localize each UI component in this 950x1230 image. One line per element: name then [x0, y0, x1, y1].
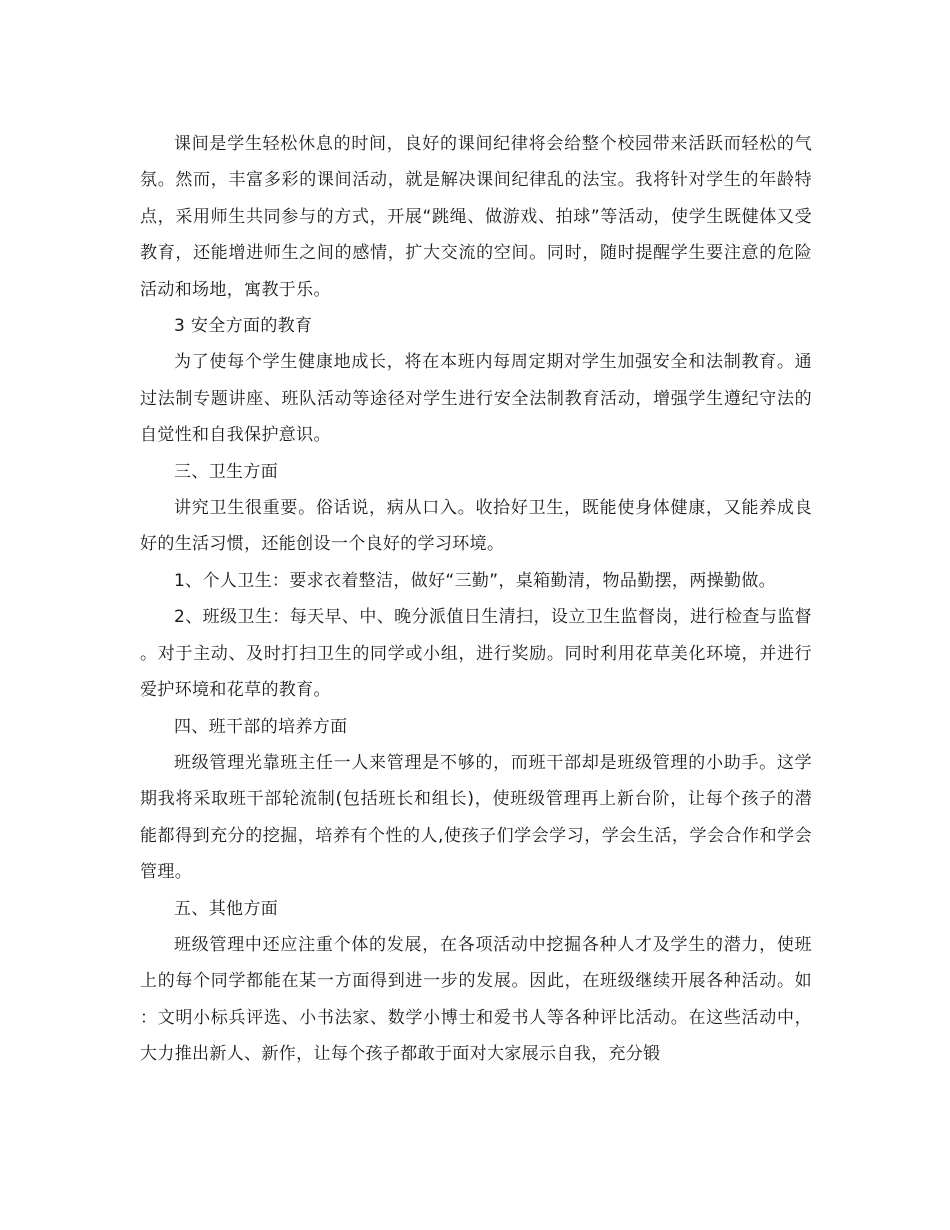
heading-other-aspects: 五、其他方面 [174, 898, 279, 919]
heading-hygiene: 三、卫生方面 [174, 461, 279, 482]
paragraph-hygiene-intro: 讲究卫生很重要。俗话说，病从口入。收拾好卫生，既能使身体健康，又能养成良好的生活习惯，还能创设一个良好的学习环境。 [140, 498, 812, 555]
heading-safety-education: 3 安全方面的教育 [174, 316, 313, 337]
paragraph-class-hygiene: 2、班级卫生：每天早、中、晚分派值日生清扫，设立卫生监督岗，进行检查与监督。对于主动、及时打扫卫生的同学或小组，进行奖励。同时利用花草美化环境，并进行爱护环境和花草的教育。 [140, 607, 812, 701]
paragraph-class-cadres: 班级管理光靠班主任一人来管理是不够的，而班干部却是班级管理的小助手。这学期我将采取班干部轮流制(包括班长和组长)，使班级管理再上新台阶，让每个孩子的潜能都得到充分的挖掘，培养有个性的人,使孩子们学会学习，学会生活，学会合作和学会管理。 [140, 752, 812, 883]
heading-class-cadres: 四、班干部的培养方面 [174, 716, 348, 737]
paragraph-safety-education: 为了使每个学生健康地成长，将在本班内每周定期对学生加强安全和法制教育。通过法制专题讲座、班队活动等途径对学生进行安全法制教育活动，增强学生遵纪守法的自觉性和自我保护意识。 [140, 352, 812, 446]
paragraph-personal-hygiene: 1、个人卫生：要求衣着整洁，做好“三勤”，桌箱勤清，物品勤摆，两操勤做。 [174, 570, 777, 591]
paragraph-other-aspects: 班级管理中还应注重个体的发展，在各项活动中挖掘各种人才及学生的潜力，使班上的每个同学都能在某一方面得到进一步的发展。因此，在班级继续开展各种活动。如：文明小标兵评选、小书法家、数学小博士和爱书人等各种评比活动。在这些活动中，大力推出新人、新作，让每个孩子都敢于面对大家展示自我，充分锻 [140, 934, 812, 1065]
paragraph-recess-discipline: 课间是学生轻松休息的时间，良好的课间纪律将会给整个校园带来活跃而轻松的气氛。然而，丰富多彩的课间活动，就是解决课间纪律乱的法宝。我将针对学生的年龄特点，采用师生共同参与的方式，开展“跳绳、做游戏、拍球”等活动，使学生既健体又受教育，还能增进师生之间的感情，扩大交流的空间。同时，随时提醒学生要注意的危险活动和场地，寓教于乐。 [140, 134, 812, 300]
document-body [140, 126, 812, 1073]
